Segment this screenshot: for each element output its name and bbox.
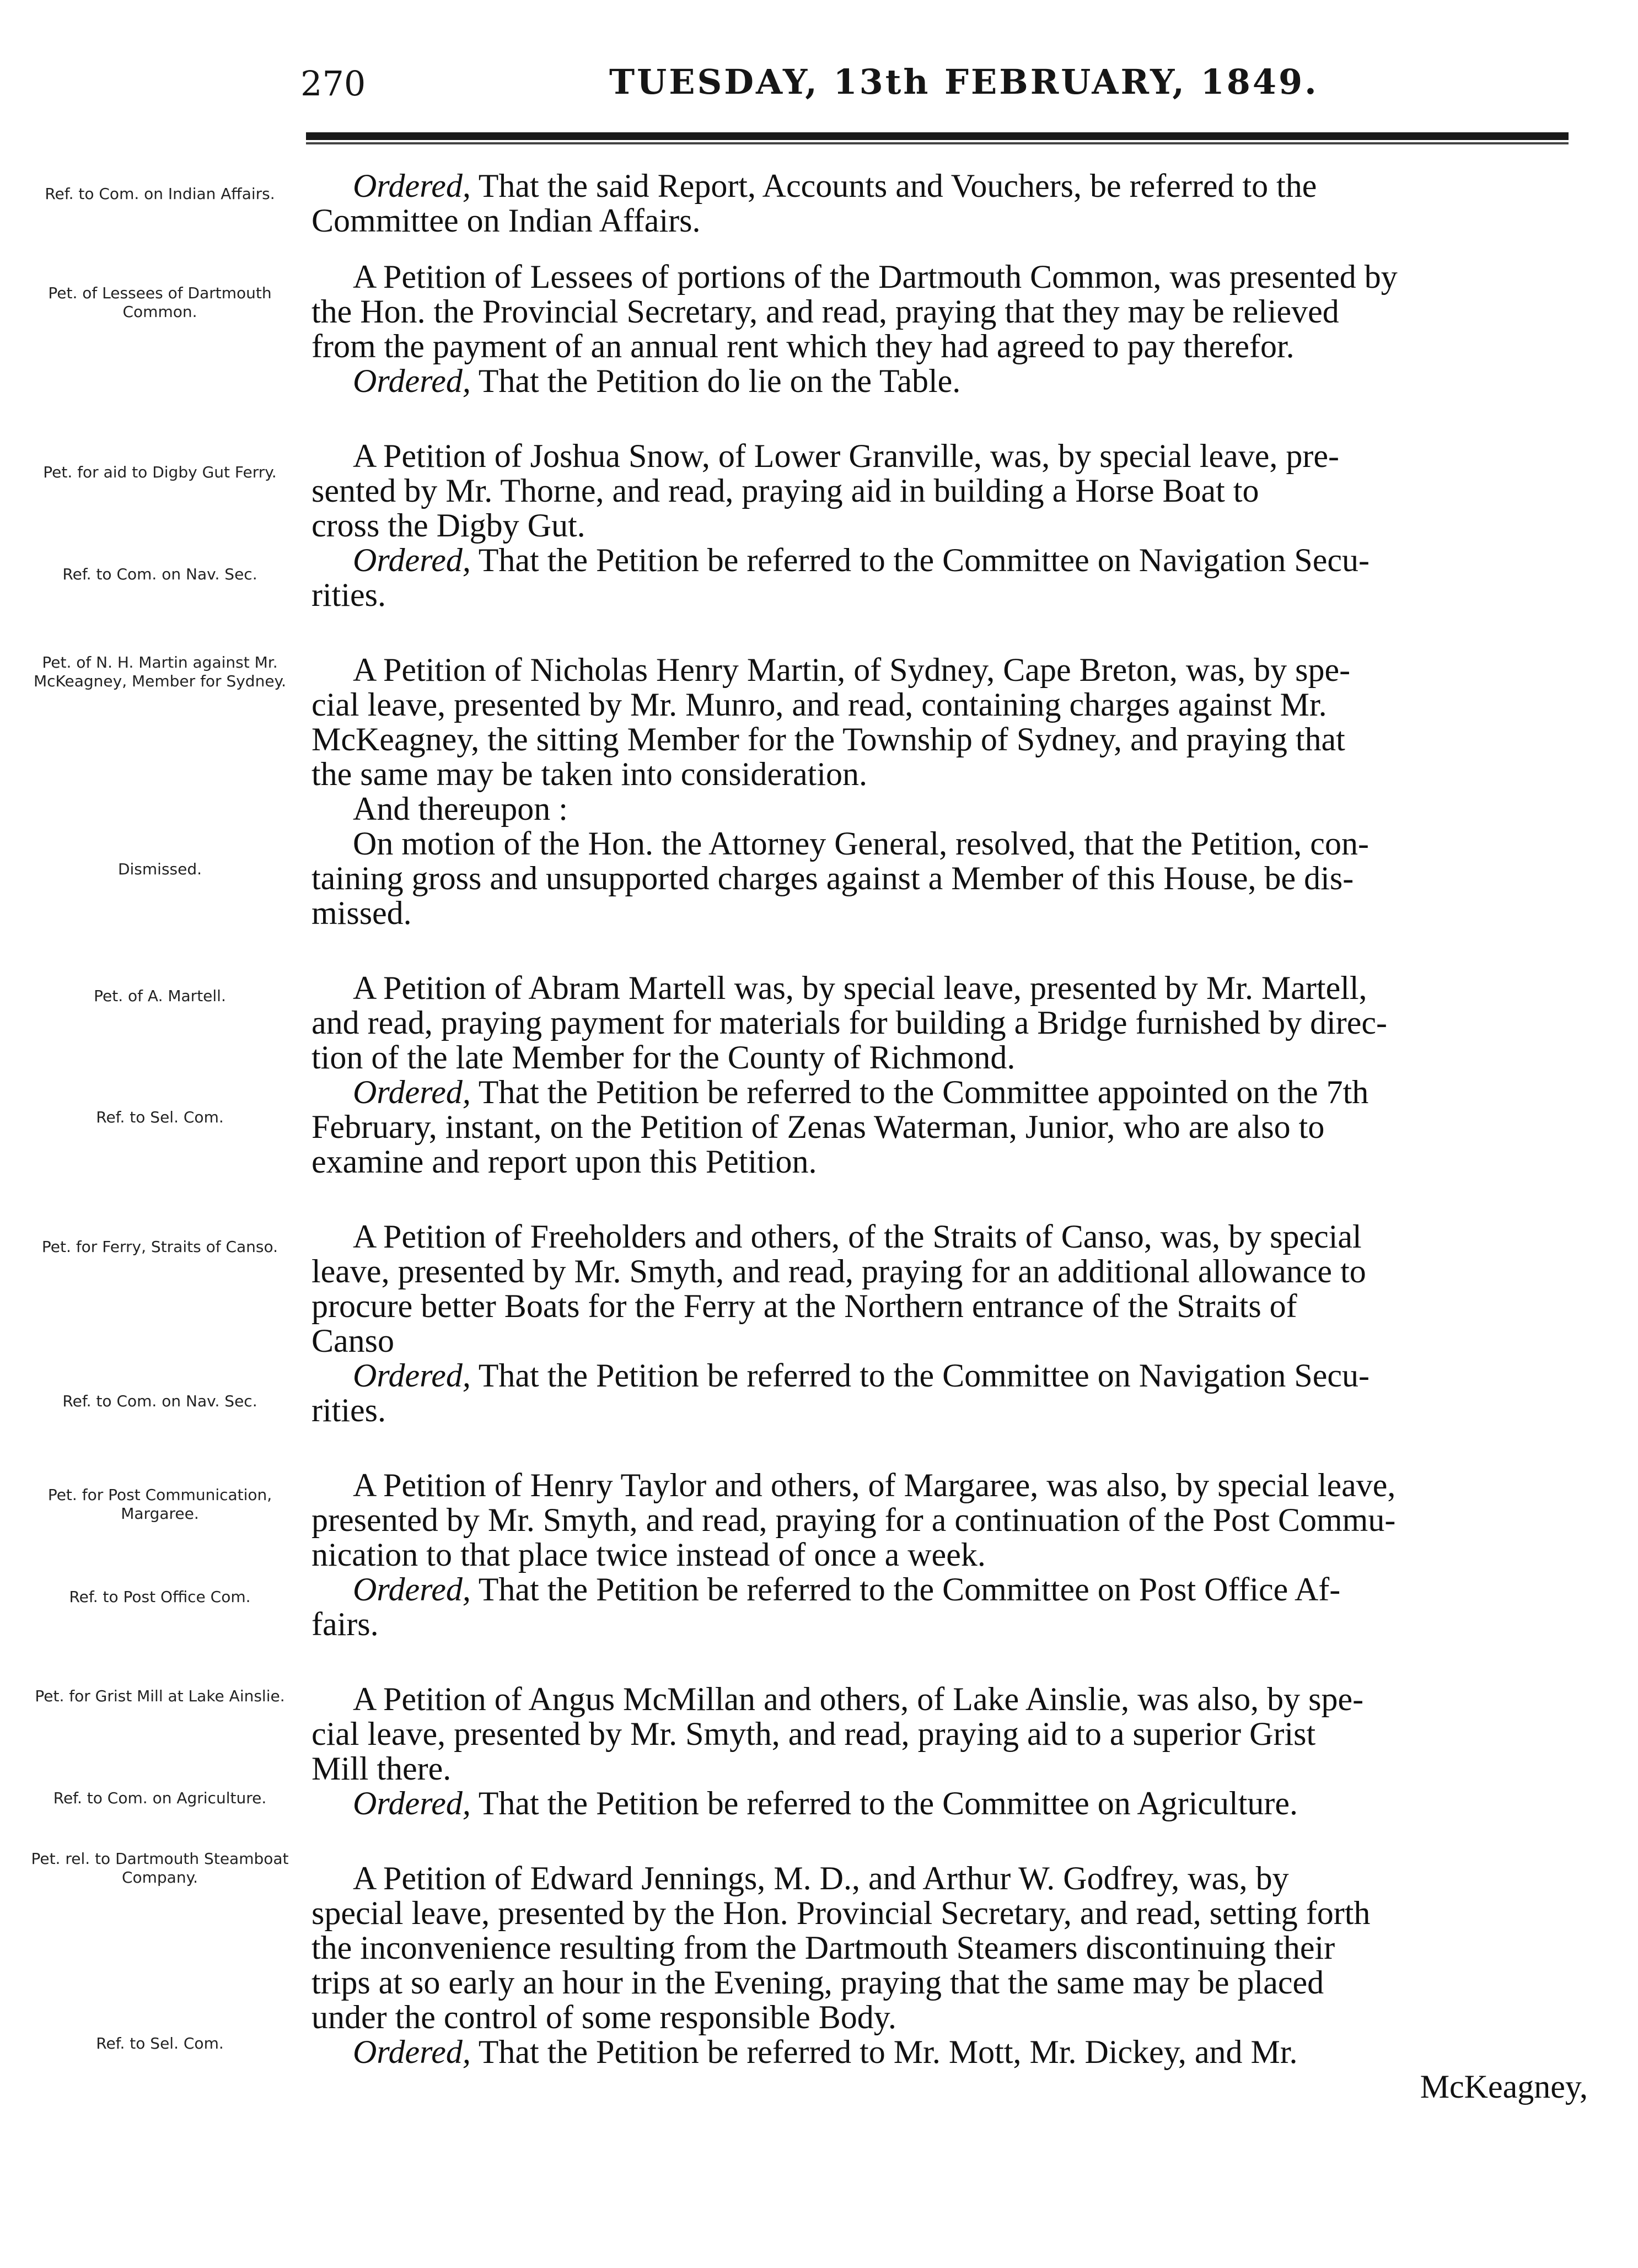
line-text: That the Petition be referred to the Committee appointed on the 7th — [470, 1074, 1369, 1110]
margin-note: Ref. to Com. on Agriculture. — [53, 1789, 267, 1807]
line-text: nication to that place twice instead of once a week. — [312, 1536, 986, 1573]
line-text: special leave, presented by the Hon. Provincial Secretary, and read, setting forth — [312, 1895, 1371, 1931]
line-text: under the control of some responsible Body. — [312, 1999, 896, 2035]
text-line — [312, 1254, 1366, 1289]
header-rule — [306, 132, 1569, 140]
text-line — [312, 1323, 394, 1358]
line-text: That the Petition be referred to the Committee on Navigation Secu- — [470, 1357, 1370, 1394]
margin-note: Pet. rel. to Dartmouth Steamboat Company. — [31, 1850, 289, 1887]
line-text: McKeagney, the sitting Member for the Township of Sydney, and praying that — [312, 721, 1345, 757]
text-line — [312, 1109, 1324, 1144]
margin-note: Pet. of N. H. Martin against Mr. McKeagney, Member for Sydney. — [33, 653, 287, 690]
text-line — [312, 473, 1259, 508]
ordered-word: Ordered, — [353, 168, 471, 204]
text-line — [353, 826, 1369, 861]
text-line — [353, 1074, 1368, 1110]
margin-note: Pet. for Post Communication, Margaree. — [47, 1486, 272, 1523]
line-text: A Petition of Lessees of portions of the Dartmouth Common, was presented by — [353, 259, 1398, 295]
line-text: rities. — [312, 1392, 386, 1428]
ordered-word: Ordered, — [353, 1074, 471, 1110]
line-text: trips at so early an hour in the Evening, praying that the same may be placed — [312, 1964, 1324, 2001]
text-line — [312, 1930, 1335, 1965]
line-text: That the Petition be referred to Mr. Mott, Mr. Dickey, and Mr. — [470, 2034, 1298, 2070]
text-line — [353, 363, 960, 399]
text-line — [312, 1288, 1297, 1324]
header-rule-thin — [306, 142, 1569, 144]
text-line — [353, 791, 568, 826]
text-line — [312, 1716, 1315, 1751]
line-text: That the said Report, Accounts and Vouchers, be referred to the — [470, 168, 1317, 204]
text-line — [1420, 2069, 1588, 2104]
text-line — [353, 1786, 1298, 1821]
line-text: the inconvenience resulting from the Dartmouth Steamers discontinuing their — [312, 1930, 1335, 1966]
margin-note: Pet. for Grist Mill at Lake Ainslie. — [35, 1687, 285, 1705]
text-line — [353, 1358, 1370, 1393]
margin-note: Ref. to Com. on Nav. Sec. — [62, 1392, 257, 1410]
line-text: tion of the late Member for the County of Richmond. — [312, 1039, 1016, 1076]
line-text: from the payment of an annual rent which they had agreed to pay therefor. — [312, 328, 1295, 364]
text-line — [312, 294, 1339, 329]
text-line — [312, 329, 1295, 364]
page-number: 270 — [300, 63, 366, 104]
text-line — [312, 687, 1327, 722]
line-text: Mill there. — [312, 1750, 452, 1787]
margin-note: Dismissed. — [117, 860, 202, 878]
line-text: Canso — [312, 1323, 394, 1359]
margin-note: Ref. to Sel. Com. — [96, 2034, 224, 2052]
text-line — [353, 970, 1367, 1006]
text-line — [353, 2034, 1298, 2070]
page-header — [0, 0, 1638, 143]
page-date-heading: TUESDAY, 13th FEBRUARY, 1849. — [609, 62, 1319, 102]
line-text: A Petition of Joshua Snow, of Lower Granville, was, by special leave, pre- — [353, 438, 1340, 474]
text-line — [312, 203, 700, 238]
text-line — [353, 1219, 1362, 1254]
text-line — [312, 1502, 1395, 1538]
text-line — [312, 756, 867, 792]
text-line — [312, 895, 412, 931]
text-line — [353, 438, 1339, 474]
line-text: fairs. — [312, 1606, 379, 1642]
margin-note: Pet. of A. Martell. — [94, 987, 226, 1005]
line-text: missed. — [312, 895, 412, 931]
line-text: That the Petition be referred to the Committee on Post Office Af- — [470, 1571, 1341, 1608]
line-text: A Petition of Abram Martell was, by special leave, presented by Mr. Martell, — [353, 970, 1367, 1006]
line-text: And thereupon : — [353, 791, 568, 827]
text-line — [312, 577, 386, 612]
text-line — [353, 1681, 1363, 1717]
line-text: A Petition of Freeholders and others, of the Straits of Canso, was, by special — [353, 1218, 1362, 1255]
line-text: February, instant, on the Petition of Zenas Waterman, Junior, who are also to — [312, 1109, 1325, 1145]
text-line — [312, 722, 1345, 757]
text-line — [312, 508, 586, 543]
margin-note: Pet. for Ferry, Straits of Canso. — [41, 1238, 278, 1256]
margin-note: Ref. to Sel. Com. — [96, 1108, 224, 1126]
line-text: McKeagney, — [1420, 2068, 1588, 2105]
line-text: On motion of the Hon. the Attorney General, resolved, that the Petition, con- — [353, 825, 1369, 862]
line-text: and read, praying payment for materials for building a Bridge furnished by direc- — [312, 1004, 1388, 1041]
text-line — [312, 1965, 1324, 2000]
text-line — [312, 1393, 386, 1428]
text-line — [353, 1468, 1395, 1503]
ordered-word: Ordered, — [353, 2034, 471, 2070]
line-text: A Petition of Edward Jennings, M. D., and Arthur W. Godfrey, was, by — [353, 1860, 1289, 1896]
text-line — [353, 542, 1370, 578]
line-text: the same may be taken into consideration. — [312, 756, 868, 792]
text-line — [353, 1861, 1289, 1896]
ordered-word: Ordered, — [353, 363, 471, 399]
ordered-word: Ordered, — [353, 1785, 471, 1821]
line-text: sented by Mr. Thorne, and read, praying aid in building a Horse Boat to — [312, 472, 1259, 509]
text-line — [312, 1537, 986, 1572]
text-line — [353, 168, 1317, 203]
margin-note: Pet. of Lessees of Dartmouth Common. — [48, 284, 272, 321]
text-line — [312, 1895, 1370, 1931]
line-text: rities. — [312, 577, 386, 613]
line-text: A Petition of Henry Taylor and others, of Margaree, was also, by special leave, — [353, 1467, 1396, 1503]
line-text: examine and report upon this Petition. — [312, 1143, 817, 1180]
line-text: taining gross and unsupported charges against a Member of this House, be dis- — [312, 860, 1354, 896]
text-line — [312, 1005, 1387, 1040]
text-line — [312, 1751, 451, 1786]
line-text: That the Petition do lie on the Table. — [470, 363, 961, 399]
line-text: cial leave, presented by Mr. Munro, and read, containing charges against Mr. — [312, 686, 1327, 723]
margin-note: Ref. to Com. on Indian Affairs. — [45, 185, 275, 203]
line-text: A Petition of Angus McMillan and others, of Lake Ainslie, was also, by spe- — [353, 1681, 1364, 1717]
line-text: cross the Digby Gut. — [312, 507, 586, 544]
line-text: cial leave, presented by Mr. Smyth, and read, praying aid to a superior Grist — [312, 1716, 1316, 1752]
line-text: procure better Boats for the Ferry at the Northern entrance of the Straits of — [312, 1288, 1297, 1324]
line-text: Committee on Indian Affairs. — [312, 202, 701, 239]
text-line — [312, 861, 1354, 896]
margin-note: Ref. to Com. on Nav. Sec. — [62, 565, 257, 583]
text-line — [353, 1572, 1340, 1607]
text-line — [312, 1040, 1015, 1075]
margin-note: Ref. to Post Office Com. — [69, 1588, 251, 1606]
text-line — [312, 2000, 896, 2035]
line-text: presented by Mr. Smyth, and read, praying for a continuation of the Post Commu- — [312, 1502, 1396, 1538]
ordered-word: Ordered, — [353, 542, 471, 578]
text-line — [312, 1144, 817, 1179]
text-line — [353, 652, 1350, 687]
ordered-word: Ordered, — [353, 1357, 471, 1394]
ordered-word: Ordered, — [353, 1571, 471, 1608]
line-text: That the Petition be referred to the Committee on Agriculture. — [470, 1785, 1298, 1821]
line-text: That the Petition be referred to the Committee on Navigation Secu- — [470, 542, 1370, 578]
line-text: A Petition of Nicholas Henry Martin, of Sydney, Cape Breton, was, by spe- — [353, 652, 1351, 688]
line-text: leave, presented by Mr. Smyth, and read, praying for an additional allowance to — [312, 1253, 1366, 1289]
text-line — [312, 1606, 379, 1642]
line-text: the Hon. the Provincial Secretary, and read, praying that they may be relieved — [312, 293, 1339, 330]
margin-note: Pet. for aid to Digby Gut Ferry. — [43, 463, 277, 481]
text-line — [353, 259, 1398, 294]
